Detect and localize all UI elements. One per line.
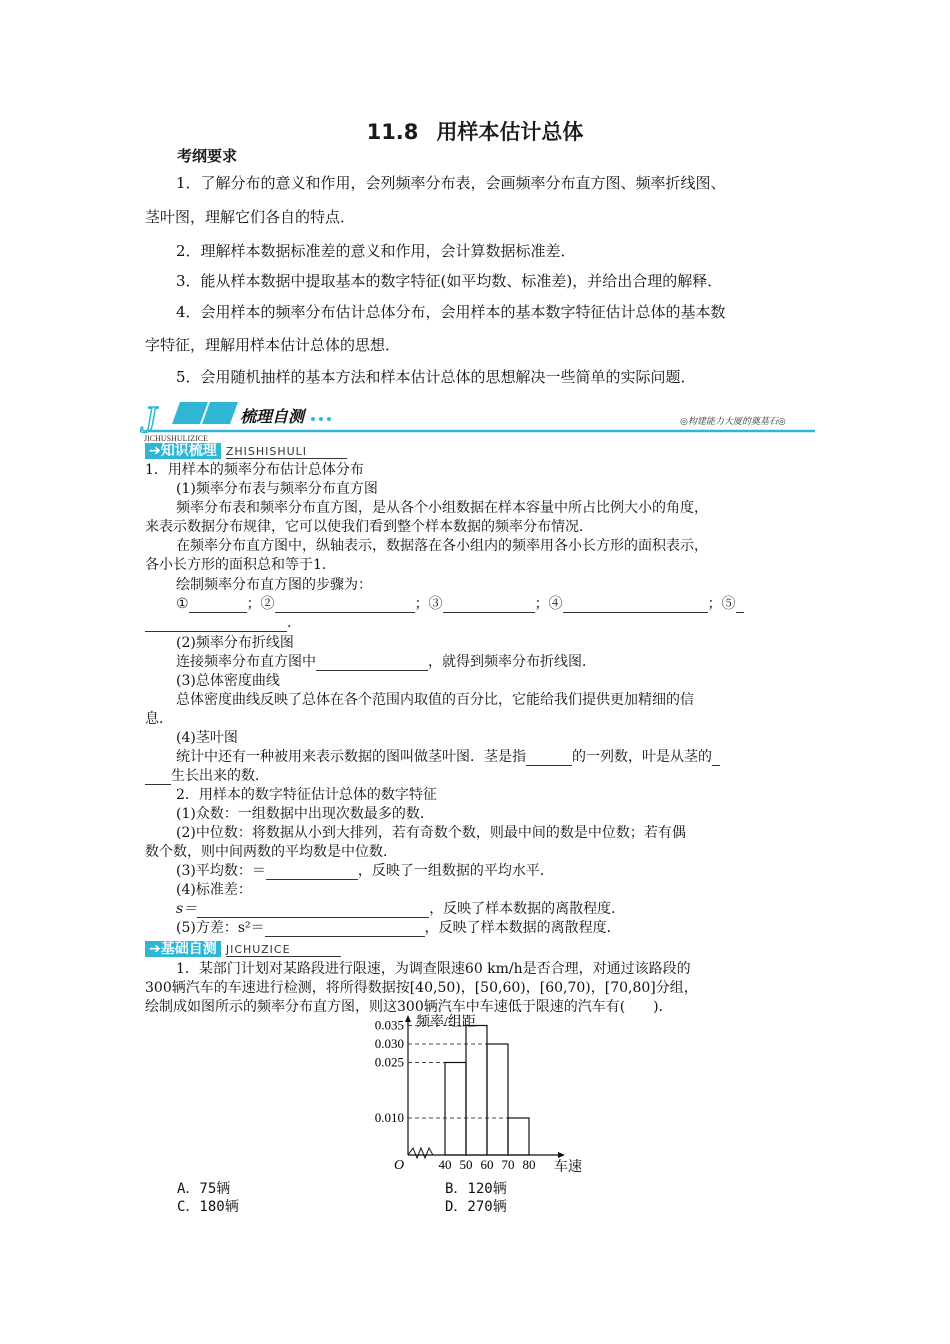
- paragraph-line: (3)平均数：＝ ，反映了一组数据的平均水平．: [176, 863, 554, 879]
- paragraph-line: (4)标准差：: [176, 882, 252, 898]
- blank-9[interactable]: [266, 865, 358, 880]
- steps-line-2: .: [145, 614, 810, 632]
- requirement-line: 3．能从样本数据中提取基本的数字特征(如平均数、标准差)，并给出合理的解释．: [176, 272, 723, 290]
- question-line: 300辆汽车的车速进行检测，将所得数据按[40,50)，[50,60)，[60,70)，[70,80]分组，: [145, 980, 698, 996]
- paragraph-line: 数个数，则中间两数的平均数是中位数．: [145, 844, 397, 860]
- paragraph-line: 在频率分布直方图中，纵轴表示，数据落在各小组内的频率用各小长方形的面积表示，: [176, 538, 708, 554]
- paragraph-line: 来表示数据分布规律，它可以使我们看到整个样本数据的频率分布情况．: [145, 519, 593, 535]
- section-banner: [140, 402, 815, 442]
- section-pinyin: JICHUZICE: [226, 943, 341, 957]
- blank-7[interactable]: [526, 751, 572, 766]
- heading-1-2: (2)频率分布折线图: [176, 635, 294, 651]
- section-label-text: ➔知识梳理: [145, 443, 221, 459]
- requirement-line: 字特征，理解用样本估计总体的思想．: [145, 336, 401, 354]
- paragraph-line: (1)众数：一组数据中出现次数最多的数．: [176, 806, 434, 822]
- section-label-self-test: [145, 938, 341, 958]
- paragraph-line: 各小长方形的面积总和等于1.: [145, 557, 327, 573]
- blank-8a[interactable]: [712, 751, 720, 766]
- section-label-text: ➔基础自测: [145, 941, 221, 957]
- histogram-bar: [487, 1044, 508, 1155]
- option-c[interactable]: C．180辆: [177, 1199, 239, 1215]
- y-axis-arrow: [405, 1015, 411, 1022]
- requirement-line: 4．会用样本的频率分布估计总体分布，会用样本的基本数字特征估计总体的基本数: [176, 303, 726, 321]
- question-line: 绘制成如图所示的频率分布直方图，则这300辆汽车中车速低于限速的汽车有( )．: [145, 999, 673, 1015]
- page-title: [0, 116, 950, 146]
- title-text: 用样本估计总体: [436, 120, 584, 144]
- heading-1: 1．用样本的频率分布估计总体分布: [145, 462, 364, 478]
- x-tick-label: 70: [501, 1157, 515, 1172]
- blank-6[interactable]: [316, 656, 428, 671]
- question-line: 1．某部门计划对某路段进行限速，为调查限速60 km/h是否合理，对通过该路段的: [176, 961, 691, 977]
- blank-2[interactable]: [275, 598, 415, 613]
- requirement-line: 茎叶图，理解它们各自的特点．: [145, 208, 356, 226]
- heading-1-4: (4)茎叶图: [176, 730, 238, 746]
- blank-3[interactable]: [443, 598, 535, 613]
- y-axis-label: 频率/组距: [416, 1015, 476, 1030]
- paragraph-line: (5)方差：s²＝ ，反映了样本数据的离散程度．: [176, 920, 621, 936]
- blank-5a[interactable]: [736, 598, 744, 613]
- x-tick-label: 60: [480, 1157, 494, 1172]
- origin-label: O: [394, 1158, 405, 1173]
- option-b[interactable]: B．120辆: [445, 1181, 507, 1197]
- paragraph-line: 生长出来的数．: [145, 767, 810, 785]
- histogram-svg: [360, 1012, 600, 1182]
- paragraph-line: s＝ ，反映了样本数据的离散程度．: [176, 901, 626, 917]
- y-tick-label: 0.025: [374, 1054, 404, 1070]
- heading-1-1: (1)频率分布表与频率分布直方图: [176, 481, 378, 497]
- histogram-bar: [508, 1118, 529, 1155]
- histogram-bar: [445, 1063, 466, 1156]
- blank-5[interactable]: [145, 617, 287, 632]
- heading-2: 2．用样本的数字特征估计总体的数字特征: [176, 787, 437, 803]
- blank-8[interactable]: [145, 770, 171, 785]
- paragraph-line: 绘制频率分布直方图的步骤为：: [176, 577, 372, 593]
- y-tick-label: 0.010: [374, 1110, 404, 1125]
- y-tick-label: 0.030: [374, 1036, 404, 1051]
- paragraph-line: 总体密度曲线反映了总体在各个范围内取值的百分比，它能给我们提供更加精细的信: [176, 692, 694, 708]
- blank-11[interactable]: [265, 922, 425, 937]
- section-pinyin: ZHISHISHULI: [226, 445, 347, 459]
- requirement-line: 1．了解分布的意义和作用，会列频率分布表，会画频率分布直方图、频率折线图、: [176, 174, 726, 192]
- paragraph-line: 连接频率分布直方图中 ，就得到频率分布折线图．: [176, 654, 596, 670]
- requirements-heading: 考纲要求: [177, 147, 238, 165]
- x-tick-label: 80: [522, 1157, 536, 1172]
- x-axis-label: 车速: [554, 1160, 582, 1175]
- blank-1[interactable]: [189, 598, 247, 613]
- blank-4[interactable]: [563, 598, 708, 613]
- banner-graphic: [140, 402, 815, 442]
- section-label-knowledge: [145, 440, 347, 460]
- requirement-line: 2．理解样本数据标准差的意义和作用，会计算数据标准差．: [176, 242, 576, 260]
- x-tick-label: 40: [438, 1157, 452, 1172]
- option-a[interactable]: A．75辆: [177, 1181, 231, 1197]
- banner-letter: J: [140, 402, 157, 441]
- histogram-chart: [360, 1012, 600, 1186]
- heading-1-3: (3)总体密度曲线: [176, 673, 280, 689]
- banner-pinyin: JICHUSHULIZICE: [144, 434, 208, 442]
- paragraph-line: 息．: [145, 711, 173, 727]
- section-number: 11.8: [366, 120, 419, 144]
- banner-slogan: ◎构建能力大厦的奠基石◎: [680, 416, 786, 426]
- option-d[interactable]: D．270辆: [445, 1199, 507, 1215]
- paragraph-line: 统计中还有一种被用来表示数据的图叫做茎叶图．茎是指 的一列数，叶是从茎的: [176, 748, 816, 766]
- paragraph-line: (2)中位数：将数据从小到大排列，若有奇数个数，则最中间的数是中位数；若有偶: [176, 825, 686, 841]
- histogram-bar: [466, 1026, 487, 1156]
- x-tick-label: 50: [459, 1157, 473, 1172]
- paragraph-line: 频率分布表和频率分布直方图，是从各个小组数据在样本容量中所占比例大小的角度，: [176, 500, 708, 516]
- requirement-line: 5．会用随机抽样的基本方法和样本估计总体的思想解决一些简单的实际问题．: [176, 368, 696, 386]
- y-tick-label: 0.035: [374, 1017, 404, 1033]
- steps-line: ① ；② ；③ ；④ ；⑤: [176, 595, 816, 613]
- x-axis-arrow: [558, 1152, 565, 1158]
- banner-title: 梳理自测: [240, 409, 305, 426]
- blank-10[interactable]: [197, 903, 429, 918]
